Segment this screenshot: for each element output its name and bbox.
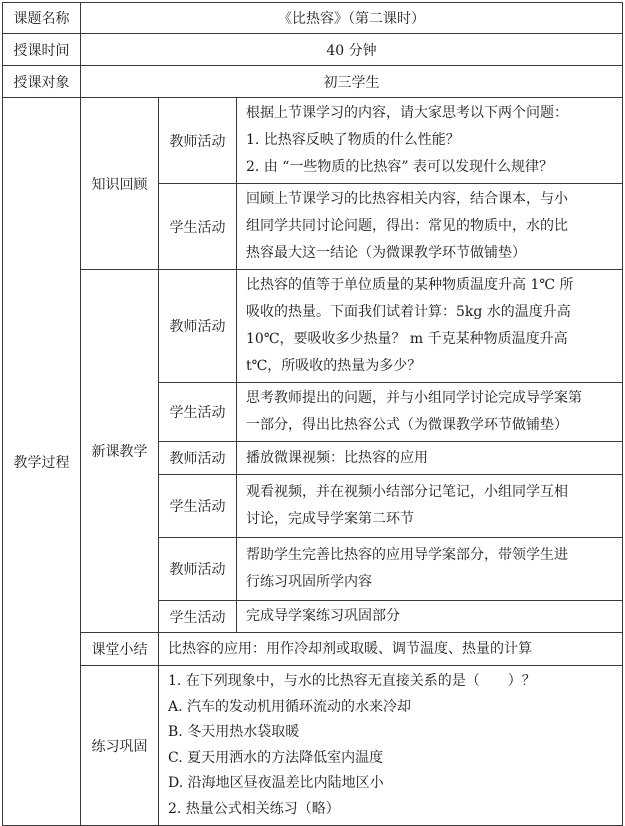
text-line: 观看视频，并在视频小结部分记笔记，小组同学互相 — [246, 484, 568, 500]
review-teacher-row — [3, 98, 623, 184]
text-line: 帮助学生完善比热容的应用导学案部分，带领学生进 — [246, 547, 568, 563]
text-line: 比热容的值等于单位质量的某种物质温度升高 1℃ 所 — [246, 277, 574, 293]
practice-cell — [159, 666, 623, 826]
activity-cell — [237, 98, 623, 184]
lesson-plan-table — [2, 2, 623, 826]
process-label: 教学过程 — [3, 98, 81, 826]
text-line: t℃，所吸收的热量为多少？ — [246, 358, 422, 374]
role-label: 学生活动 — [159, 184, 237, 270]
activity-cell — [237, 601, 623, 633]
new-lesson-row — [3, 270, 623, 383]
role-label: 教师活动 — [159, 270, 237, 383]
topic-value: 《比热容》（第二课时） — [81, 3, 623, 34]
activity-cell — [237, 184, 623, 270]
role-label: 教师活动 — [159, 442, 237, 475]
text-line: 讨论，完成导学案第二环节 — [246, 511, 414, 527]
activity-cell — [237, 475, 623, 538]
option-line: A. 汽车的发动机用循环流动的水来冷却 — [168, 698, 412, 715]
text-line: 回顾上节课学习的比热容相关内容，结合课本，与小 — [246, 191, 568, 207]
topic-label: 课题名称 — [3, 3, 81, 34]
activity-cell — [237, 383, 623, 442]
option-line: B. 冬天用热水袋取暖 — [168, 724, 300, 740]
role-label: 教师活动 — [159, 98, 237, 184]
text-line: 思考教师提出的问题，并与小组同学讨论完成导学案第 — [246, 390, 582, 406]
practice-label: 练习巩固 — [81, 666, 159, 826]
text-line: 10℃，要吸收多少热量？ m 千克某种物质温度升高 — [246, 331, 568, 347]
text-line: 2. 由 “一些物质的比热容” 表可以发现什么规律？ — [246, 159, 554, 175]
new-lesson-label: 新课教学 — [81, 270, 159, 633]
question-line: 1. 在下列现象中，与水的比热容无直接关系的是（ ）？ — [168, 673, 536, 689]
time-value: 40 分钟 — [81, 34, 623, 66]
text-line: 一部分，得出比热容公式（为微课教学环节做铺垫） — [246, 417, 568, 433]
target-label: 授课对象 — [3, 66, 81, 98]
activity-cell — [237, 270, 623, 383]
text-line: 播放微课视频：比热容的应用 — [246, 449, 428, 466]
text-line: 完成导学案练习巩固部分 — [246, 608, 400, 624]
practice-row — [3, 666, 623, 826]
option-line: C. 夏天用洒水的方法降低室内温度 — [168, 749, 384, 766]
role-label: 学生活动 — [159, 383, 237, 442]
text-line: 根据上节课学习的内容，请大家思考以下两个问题： — [246, 105, 568, 121]
text-line: 热容最大这一结论（为微课教学环节做铺垫） — [246, 245, 526, 261]
activity-cell — [237, 442, 623, 475]
target-row — [3, 66, 623, 98]
summary-label: 课堂小结 — [81, 633, 159, 666]
summary-text: 比热容的应用：用作冷却剂或取暖、调节温度、热量的计算 — [159, 633, 623, 666]
role-label: 学生活动 — [159, 601, 237, 633]
summary-row — [3, 633, 623, 666]
time-row — [3, 34, 623, 66]
question-line: 2. 热量公式相关练习（略） — [168, 800, 340, 817]
option-line: D. 沿海地区昼夜温差比内陆地区小 — [168, 775, 384, 791]
text-line: 吸收的热量。下面我们试着计算：5kg 水的温度升高 — [246, 304, 571, 320]
activity-cell — [237, 538, 623, 601]
review-label: 知识回顾 — [81, 98, 159, 270]
time-label: 授课时间 — [3, 34, 81, 66]
target-value: 初三学生 — [81, 66, 623, 98]
text-line: 1. 比热容反映了物质的什么性能？ — [246, 132, 460, 148]
role-label: 教师活动 — [159, 538, 237, 601]
text-line: 组同学共同讨论问题，得出：常见的物质中，水的比 — [246, 218, 568, 234]
text-line: 行练习巩固所学内容 — [246, 574, 372, 590]
topic-row — [3, 3, 623, 34]
role-label: 学生活动 — [159, 475, 237, 538]
